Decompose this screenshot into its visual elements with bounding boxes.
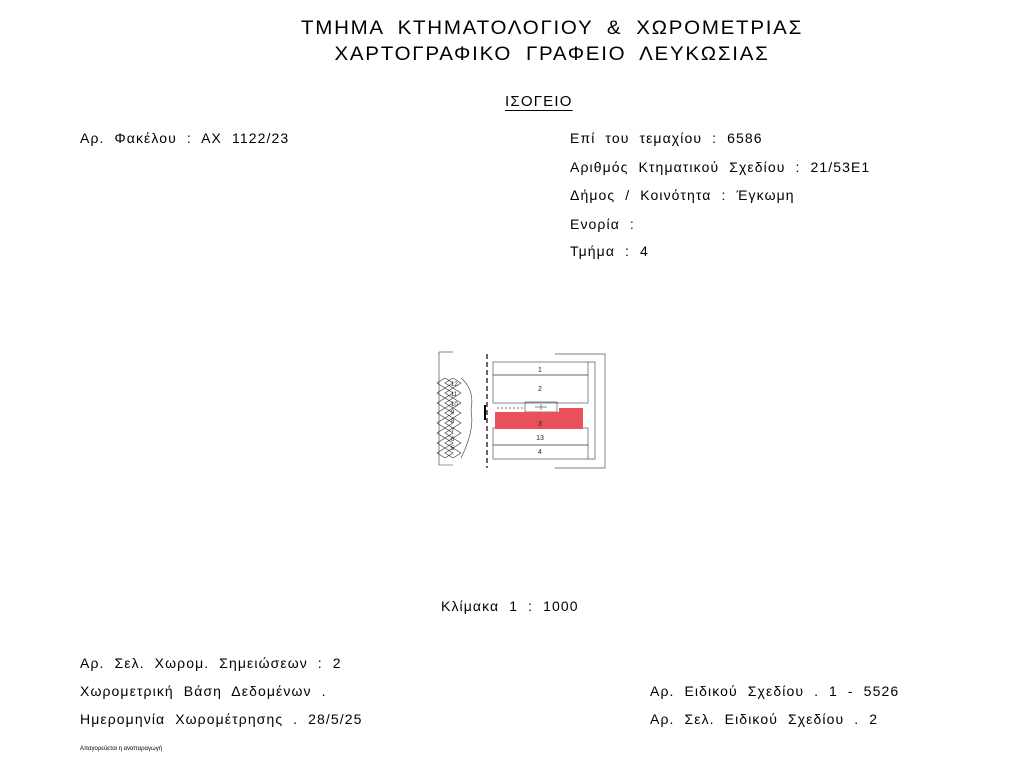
- cadastral-plan-number: Αριθμός Κτηματικού Σχεδίου : 21/53Ε1: [570, 159, 871, 175]
- side-label: 7: [451, 428, 455, 434]
- survey-database: Χωρομετρική Βάση Δεδομένων .: [80, 683, 327, 699]
- floor-label: ΙΣΟΓΕΙΟ: [505, 93, 573, 110]
- diamond-column: [437, 352, 472, 465]
- side-label: 6: [451, 437, 455, 443]
- survey-notes-page: Αρ. Σελ. Χωρομ. Σημειώσεων : 2: [80, 655, 342, 671]
- side-label: 8: [451, 419, 455, 425]
- parish: Ενορία :: [570, 216, 635, 232]
- department-title: ΤΜΗΜΑ ΚΤΗΜΑΤΟΛΟΓΙΟΥ & ΧΩΡΟΜΕΤΡΙΑΣ: [300, 18, 803, 39]
- municipality: Δήμος / Κοινότητα : Έγκωμη: [570, 187, 795, 203]
- special-plan-page: Αρ. Σελ. Ειδικού Σχεδίου . 2: [650, 711, 879, 727]
- special-plan-number: Αρ. Ειδικού Σχεδίου . 1 - 5526: [650, 683, 900, 699]
- side-label: 10: [451, 402, 458, 408]
- side-label: 5: [451, 446, 455, 452]
- unit-label: 4: [538, 449, 542, 456]
- section: Τμήμα : 4: [570, 243, 649, 259]
- reproduction-notice: Απαγορεύεται η αναπαραγωγή: [80, 746, 163, 752]
- scale-label: Κλίμακα 1 : 1000: [441, 598, 579, 614]
- unit-label: 2: [538, 386, 542, 393]
- side-label: 11: [451, 392, 458, 398]
- unit-label: 13: [536, 435, 544, 442]
- floor-plan-drawing: [435, 350, 615, 475]
- building-outline: [493, 354, 605, 468]
- parcel-number: Επί του τεμαχίου : 6586: [570, 130, 763, 146]
- survey-date: Ημερομηνία Χωρομέτρησης . 28/5/25: [80, 711, 363, 727]
- unit-label: 1: [538, 367, 542, 374]
- office-title: ΧΑΡΤΟΓΡΑΦΙΚΟ ΓΡΑΦΕΙΟ ΛΕΥΚΩΣΙΑΣ: [334, 44, 770, 65]
- side-label: 9: [451, 410, 455, 416]
- file-number: Αρ. Φακέλου : ΑΧ 1122/23: [80, 130, 290, 146]
- unit-label: 3: [538, 421, 542, 428]
- side-label: 12: [451, 382, 458, 388]
